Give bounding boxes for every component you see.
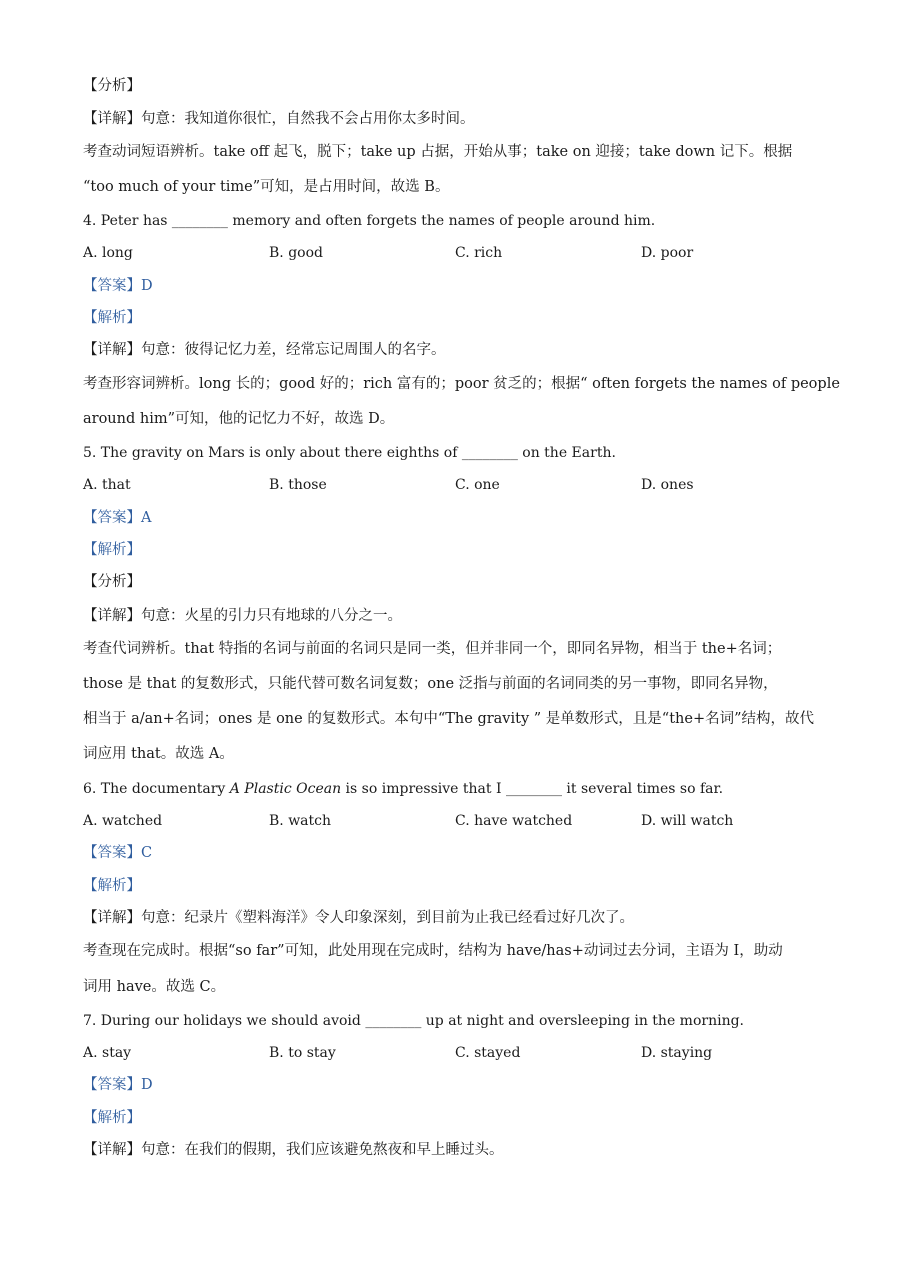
option-a: A. watched [83, 813, 163, 829]
analysis-tag: 【解析】 [83, 310, 141, 326]
option-c: C. one [455, 477, 500, 493]
option-a: A. long [83, 245, 133, 261]
analysis-heading: 【分析】 [83, 78, 141, 94]
explanation-line: 考查现在完成时。根据“so far”可知，此处用现在完成时，结构为 have/has+动词过去分词，主语为 I，助动 [83, 943, 783, 959]
detail-translation: 【详解】句意：彼得记忆力差，经常忘记周围人的名字。 [83, 342, 446, 358]
option-b: B. those [269, 477, 327, 493]
option-d: D. poor [641, 245, 694, 261]
explanation-line: “too much of your time”可知，是占用时间，故选 B。 [83, 179, 450, 195]
question-6 [83, 779, 723, 799]
question-6-suffix: is so impressive that I ________ it several times so far. [341, 781, 724, 797]
option-c: C. have watched [455, 813, 573, 829]
detail-translation: 【详解】句意：在我们的假期，我们应该避免熬夜和早上睡过头。 [83, 1142, 504, 1158]
option-b: B. to stay [269, 1045, 336, 1061]
detail-translation: 【详解】句意：火星的引力只有地球的八分之一。 [83, 608, 402, 624]
answer-tag: 【答案】D [83, 1077, 153, 1093]
option-b: B. watch [269, 813, 332, 829]
question-5: 5. The gravity on Mars is only about there eighths of ________ on the Earth. [83, 445, 616, 461]
option-c: C. rich [455, 245, 503, 261]
analysis-tag: 【解析】 [83, 878, 141, 894]
answer-tag: 【答案】C [83, 845, 153, 861]
answer-tag: 【答案】D [83, 278, 153, 294]
explanation-line: around him”可知，他的记忆力不好，故选 D。 [83, 411, 395, 427]
explanation-line: 考查代词辨析。that 特指的名词与前面的名词只是同一类，但并非同一个，即同名异物，相当于 the+名词； [83, 641, 782, 657]
explanation-line: 考查动词短语辨析。take off 起飞，脱下；take up 占据，开始从事；take on 迎接；take down 记下。根据 [83, 144, 793, 160]
question-7: 7. During our holidays we should avoid ________ up at night and oversleeping in the morning. [83, 1013, 745, 1029]
answer-tag: 【答案】A [83, 510, 152, 526]
detail-translation: 【详解】句意：我知道你很忙，自然我不会占用你太多时间。 [83, 111, 475, 127]
option-d: D. staying [641, 1045, 713, 1061]
explanation-line: 考查形容词辨析。long 长的；good 好的；rich 富有的；poor 贫乏的；根据“ often forgets the names of people [83, 376, 840, 392]
option-a: A. stay [83, 1045, 132, 1061]
option-a: A. that [83, 477, 131, 493]
explanation-line: 词用 have。故选 C。 [83, 979, 226, 995]
analysis-tag: 【解析】 [83, 542, 141, 558]
analysis-heading: 【分析】 [83, 574, 141, 590]
question-4: 4. Peter has ________ memory and often forgets the names of people around him. [83, 213, 656, 229]
documentary-title: A Plastic Ocean [229, 781, 342, 797]
option-b: B. good [269, 245, 323, 261]
option-d: D. ones [641, 477, 694, 493]
detail-translation: 【详解】句意：纪录片《塑料海洋》令人印象深刻，到目前为止我已经看过好几次了。 [83, 910, 634, 926]
explanation-line: 词应用 that。故选 A。 [83, 746, 234, 762]
question-6-prefix: 6. The documentary [83, 781, 230, 797]
explanation-line: those 是 that 的复数形式，只能代替可数名词复数；one 泛指与前面的名词同类的另一事物，即同名异物， [83, 676, 778, 692]
analysis-tag: 【解析】 [83, 1110, 141, 1126]
option-d: D. will watch [641, 813, 734, 829]
option-c: C. stayed [455, 1045, 521, 1061]
explanation-line: 相当于 a/an+名词；ones 是 one 的复数形式。本句中“The gravity ” 是单数形式，且是“the+名词”结构，故代 [83, 711, 815, 727]
